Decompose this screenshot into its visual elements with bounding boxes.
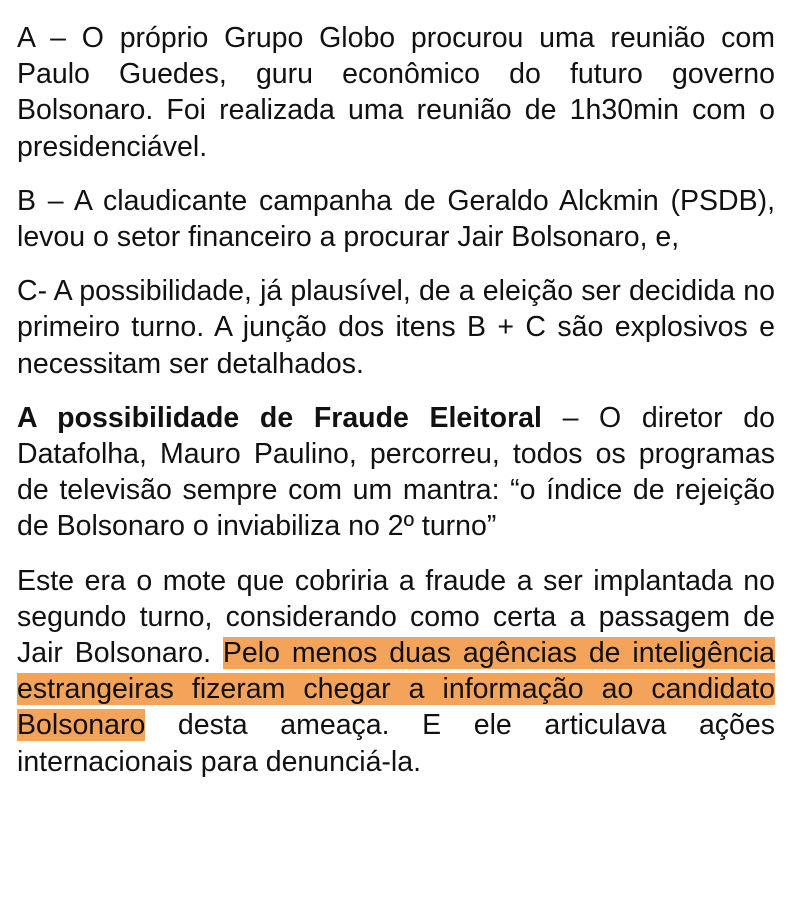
paragraph-text-after: desta ameaça. E ele articulava ações internacionais para denunciá-la. [17, 709, 775, 778]
highlighted-text: Pelo menos duas agências de inteligência estrangeiras fizeram chegar a informação ao candidato Bolsonaro [17, 637, 775, 742]
bold-lead-heading: A possibilidade de Fraude Eleitoral [17, 401, 542, 434]
paragraph-text: B – A claudicante campanha de Geraldo Alckmin (PSDB), levou o setor financeiro a procurar Jair Bolsonaro, e, [17, 184, 775, 254]
paragraph-mote [17, 563, 775, 780]
document-body [17, 20, 775, 798]
paragraph-text: A – O próprio Grupo Globo procurou uma reunião com Paulo Guedes, guru econômico do futuro governo Bolsonaro. Foi realizada uma reunião de 1h30min com o presidenciável. [17, 22, 775, 163]
paragraph-text-before: Este era o mote que cobriria a fraude a ser implantada no segundo turno, considerando como certa a passagem de Jair Bolsonaro. [17, 564, 775, 670]
paragraph-item-b [17, 183, 775, 255]
paragraph-item-a [17, 20, 775, 165]
paragraph-item-c [17, 273, 775, 382]
paragraph-text: – O diretor do Datafolha, Mauro Paulino, percorreu, todos os programas de televisão sempre com um mantra: “o índice de rejeição de Bolsonaro o inviabiliza no 2º turno” [17, 401, 775, 543]
paragraph-fraude-eleitoral [17, 400, 775, 545]
paragraph-text: C- A possibilidade, já plausível, de a eleição ser decidida no primeiro turno. A junção dos itens B + C são explosivos e necessitam ser detalhados. [17, 275, 775, 380]
